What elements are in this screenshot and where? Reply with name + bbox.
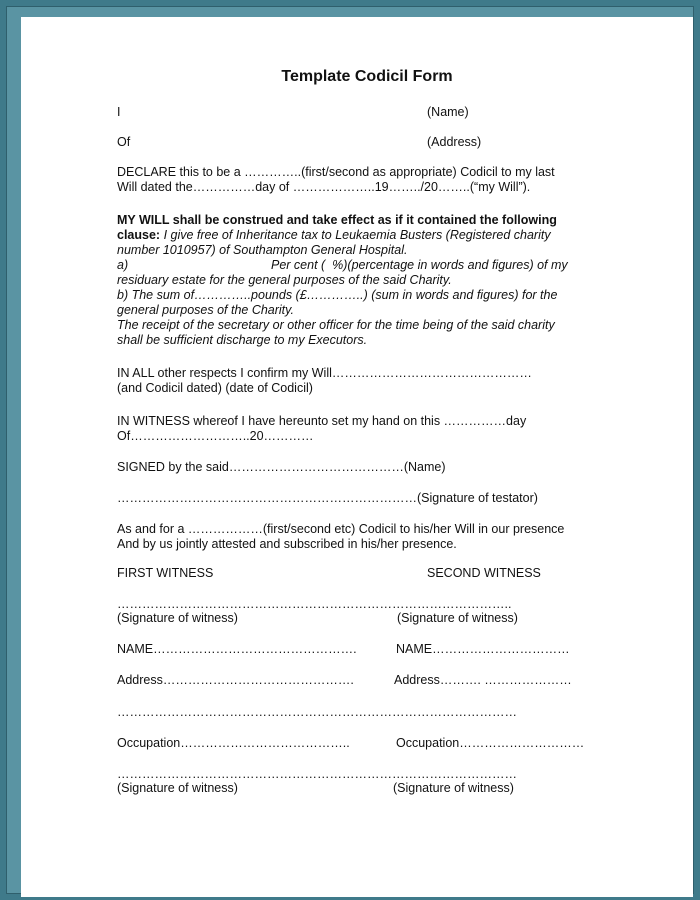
- in-all-line-2: (and Codicil dated) (date of Codicil): [117, 381, 313, 395]
- first-witness-address: Address……………………………………….: [117, 673, 354, 687]
- i-label: I: [117, 105, 121, 119]
- receipt-text-1: The receipt of the secretary or other officer for the time being of the said charity: [117, 318, 555, 332]
- document-frame: [6, 6, 694, 894]
- item-a-text-1: Per cent ( %)(percentage in words and figures) of my: [271, 258, 568, 272]
- clause-text-2: number 1010957) of Southampton General Hospital.: [117, 243, 408, 257]
- item-a-text-2: residuary estate for the general purposes of the said Charity.: [117, 273, 452, 287]
- as-for-line-1: As and for a ………………(first/second etc) Codicil to his/her Will in our presence: [117, 522, 565, 536]
- in-all-line-1: IN ALL other respects I confirm my Will…………………………………………: [117, 366, 532, 380]
- my-will-line: MY WILL shall be construed and take effect as if it contained the following: [117, 213, 557, 227]
- document-page: [21, 17, 693, 897]
- second-witness-address: Address………. …………………: [394, 673, 572, 687]
- declare-line-1: DECLARE this to be a …………..(first/second as appropriate) Codicil to my last: [117, 165, 555, 179]
- item-b-text-1: b) The sum of…………..pounds (£…………..) (sum in words and figures) for the: [117, 288, 558, 302]
- clause-label: clause:: [117, 228, 161, 242]
- clause-text-1: I give free of Inheritance tax to Leukaemia Busters (Registered charity: [160, 228, 551, 242]
- signed-line: SIGNED by the said……………………………………(Name): [117, 460, 446, 474]
- item-b-text-2: general purposes of the Charity.: [117, 303, 294, 317]
- second-witness-heading: SECOND WITNESS: [427, 566, 541, 580]
- first-witness-heading: FIRST WITNESS: [117, 566, 214, 580]
- clause-line-1: [117, 228, 551, 243]
- in-witness-line-2: Of………………………..20…………: [117, 429, 314, 443]
- second-witness-signature-label: (Signature of witness): [397, 611, 518, 625]
- first-witness-name: NAME………………………………………….: [117, 642, 357, 656]
- address-dots-line: ……………………………………………………………………………………: [117, 705, 517, 719]
- second-witness-name: NAME……………………………: [396, 642, 570, 656]
- witness-signature-dots-2: ……………………………………………………………………………………: [117, 767, 517, 781]
- declare-line-2: Will dated the……………day of ………………..19……../20……..(“my Will”).: [117, 180, 531, 194]
- item-a-label: a): [117, 258, 129, 272]
- as-for-line-2: And by us jointly attested and subscribed in his/her presence.: [117, 537, 457, 551]
- witness-signature-dots-1: …………………………………………………………………………………..: [117, 597, 512, 611]
- receipt-text-2: shall be sufficient discharge to my Executors.: [117, 333, 368, 347]
- first-witness-signature-label-2: (Signature of witness): [117, 781, 238, 795]
- page-title: Template Codicil Form: [281, 68, 453, 85]
- of-label: Of: [117, 135, 131, 149]
- first-witness-signature-label: (Signature of witness): [117, 611, 238, 625]
- testator-signature-line: ………………………………………………………………(Signature of testator): [117, 491, 538, 505]
- name-label: (Name): [427, 105, 469, 119]
- in-witness-line-1: IN WITNESS whereof I have hereunto set my hand on this ……………day: [117, 414, 527, 428]
- first-witness-occupation: Occupation…………………………………..: [117, 736, 350, 750]
- second-witness-signature-label-2: (Signature of witness): [393, 781, 514, 795]
- second-witness-occupation: Occupation…………………………: [396, 736, 585, 750]
- address-label: (Address): [427, 135, 482, 149]
